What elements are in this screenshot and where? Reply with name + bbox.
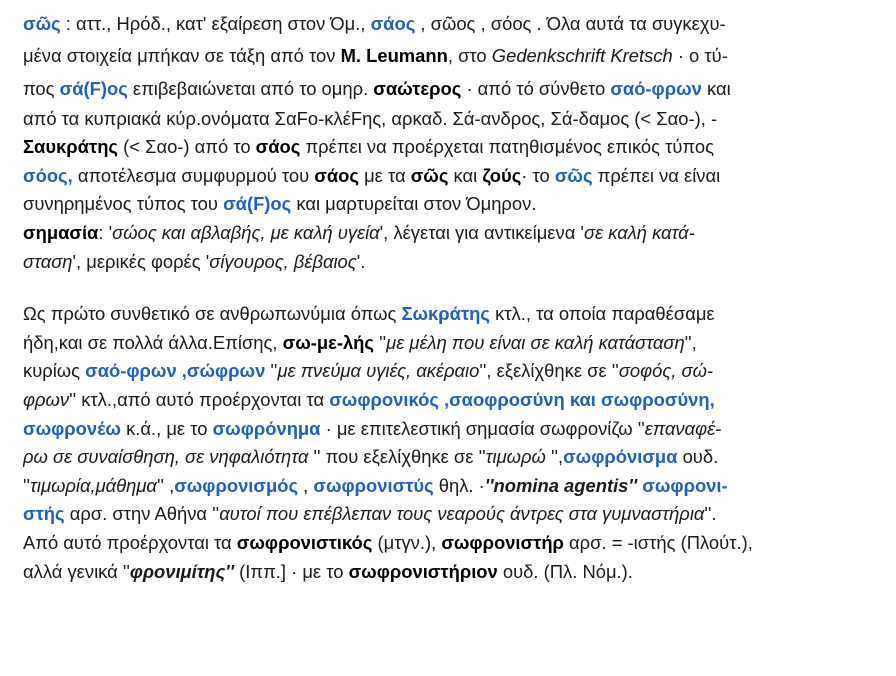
text-segment: '' bbox=[23, 474, 31, 496]
lemma-term: σωφρονισμός bbox=[174, 474, 299, 496]
text-segment: '' bbox=[373, 331, 387, 353]
text-segment: κυρίως bbox=[23, 360, 86, 382]
text-segment: , σῶος , σόος . Όλα αυτά τα συγκεχυ- bbox=[415, 13, 726, 34]
text-line bbox=[23, 415, 882, 444]
text-line bbox=[23, 357, 882, 386]
text-segment: σημασία bbox=[23, 221, 99, 243]
text-segment: '' που εξελίχθηκε σε '' bbox=[308, 446, 486, 468]
text-segment: ''nomina agentis'' bbox=[484, 474, 638, 496]
text-segment: με μέλη που είναι σε καλή κατάσταση bbox=[386, 331, 685, 353]
text-segment: (< Σαο-) από το bbox=[118, 136, 256, 158]
text-segment: ρω σε συναίσθηση, σε νηφαλιότητα bbox=[23, 446, 309, 468]
text-line bbox=[23, 300, 882, 329]
text-segment: πος bbox=[23, 77, 60, 99]
text-line bbox=[23, 39, 882, 72]
text-segment: · με επιτελεστική σημασία σωφρονίζω '' bbox=[320, 417, 645, 439]
text-segment: σαώτερος bbox=[373, 77, 462, 99]
text-line bbox=[23, 386, 882, 415]
lemma-term: σωφρονικός ,σαοφροσύνη και σωφροσύνη, bbox=[329, 388, 715, 410]
text-segment: τιμωρώ bbox=[485, 446, 546, 468]
text-segment: σωφρονιστήριον bbox=[348, 560, 498, 582]
text-segment: ''. bbox=[704, 503, 717, 525]
text-segment: '' bbox=[265, 360, 278, 382]
text-line bbox=[23, 472, 882, 501]
text-segment: : ' bbox=[98, 221, 113, 243]
text-segment: , bbox=[298, 474, 314, 496]
text-segment: και μαρτυρείται στον Όμηρον. bbox=[291, 193, 537, 215]
text-segment: '', εξελίχθηκε σε '' bbox=[479, 360, 619, 382]
text-segment: ', λέγεται για αντικείμενα ' bbox=[379, 221, 584, 243]
text-segment: '' κτλ.,από αυτό προέρχονται τα bbox=[69, 388, 330, 410]
paragraph-gap bbox=[23, 276, 882, 300]
lemma-term: σωφρονι- bbox=[642, 474, 728, 496]
text-line bbox=[23, 558, 882, 587]
text-segment: Gedenkschrift Kretsch bbox=[491, 44, 673, 66]
text-segment: ζούς bbox=[482, 164, 522, 186]
text-segment: '' , bbox=[156, 474, 175, 496]
text-line bbox=[23, 219, 882, 248]
text-segment: φρων bbox=[23, 388, 70, 410]
text-line bbox=[23, 133, 882, 162]
text-segment: από τα κυπριακά κύρ.ονόματα ΣαFο-κλέFης, αρκαδ. Σά-ανδρος, Σά-δαμος (< Σαο-), - bbox=[23, 107, 718, 129]
text-segment: σε καλή κατά- bbox=[583, 221, 695, 243]
text-line bbox=[23, 443, 882, 472]
text-segment: (μτγν.), bbox=[372, 531, 442, 553]
text-segment: αυτοί που επέβλεπαν τους νεαρούς άντρες στα γυμναστήρια bbox=[219, 503, 705, 525]
text-line bbox=[23, 72, 882, 105]
text-segment: : αττ., Ηρόδ., κατ' εξαίρεση στον Όμ., bbox=[60, 13, 371, 34]
text-segment: αποτέλεσμα συμφυρμού του bbox=[72, 164, 315, 186]
text-segment: , στο bbox=[447, 44, 492, 66]
text-line bbox=[23, 162, 882, 191]
text-segment: '. bbox=[356, 250, 366, 272]
text-line bbox=[23, 190, 882, 219]
text-segment: · το bbox=[521, 164, 555, 186]
text-line bbox=[23, 329, 882, 358]
text-line bbox=[23, 10, 882, 39]
text-line bbox=[23, 529, 882, 558]
text-segment: και bbox=[448, 164, 483, 186]
text-segment: '', bbox=[684, 331, 697, 353]
lemma-term: σωφρόνισμα bbox=[563, 446, 678, 468]
text-segment: σίγουρος, βέβαιος bbox=[209, 250, 357, 272]
text-segment: μένα στοιχεία μπήκαν σε τάξη από τον bbox=[23, 44, 341, 66]
text-segment: τιμωρία,μάθημα bbox=[30, 474, 157, 496]
text-segment: Ως πρώτο συνθετικό σε ανθρωπωνύμια όπως bbox=[23, 303, 402, 325]
text-segment: και bbox=[701, 77, 731, 99]
text-segment: με τα bbox=[358, 164, 411, 186]
text-segment: θηλ. · bbox=[433, 474, 485, 496]
text-segment: (Ιππ.] · με το bbox=[234, 560, 349, 582]
text-segment: αρσ. = -ιστής (Πλούτ.), bbox=[563, 531, 753, 553]
text-segment: πρέπει να προέρχεται πατηθισμένος επικός τύπος bbox=[300, 136, 714, 158]
text-segment: σωφρονιστικός bbox=[236, 531, 373, 553]
text-segment: σοφός, σώ- bbox=[618, 360, 714, 382]
text-segment: · ο τύ- bbox=[672, 44, 728, 66]
text-segment: αλλά γενικά '' bbox=[23, 560, 130, 582]
lemma-term: σόος, bbox=[23, 164, 73, 186]
lemma-term: στής bbox=[23, 503, 65, 525]
text-segment: κ.ά., με το bbox=[120, 417, 213, 439]
text-segment: με πνεύμα υγιές, ακέραιο bbox=[277, 360, 480, 382]
text-segment: συνηρημένος τύπος του bbox=[23, 193, 224, 215]
text-segment: · από τό σύνθετο bbox=[461, 77, 611, 99]
lemma-term: σά(F)ος bbox=[223, 193, 292, 215]
lemma-term: σαό-φρων ,σώφρων bbox=[85, 360, 266, 382]
text-segment: σάος bbox=[314, 164, 359, 186]
text-segment: επαναφέ- bbox=[644, 417, 722, 439]
lemma-term: σῶς bbox=[554, 164, 593, 186]
text-line bbox=[23, 500, 882, 529]
text-segment: κτλ., τα οποία παραθέσαμε bbox=[489, 303, 715, 325]
text-segment: Από αυτό προέρχονται τα bbox=[23, 531, 237, 553]
lemma-term: σά(F)ος bbox=[59, 77, 128, 99]
text-segment: σταση bbox=[23, 250, 73, 272]
text-segment: ήδη,και σε πολλά άλλα.Επίσης, bbox=[23, 331, 283, 353]
text-segment: επιβεβαιώνεται από το ομηρ. bbox=[127, 77, 374, 99]
lemma-term: σωφρονέω bbox=[23, 417, 121, 439]
text-segment: φρονιμίτης'' bbox=[129, 560, 235, 582]
text-segment: σῶς bbox=[410, 164, 449, 186]
text-segment: σάος bbox=[255, 136, 301, 158]
lemma-term: σωφρονιστύς bbox=[313, 474, 434, 496]
text-segment: Σαυκράτης bbox=[23, 136, 118, 158]
text-segment: ουδ. (Πλ. Νόμ.). bbox=[497, 560, 633, 582]
lemma-term: Σωκράτης bbox=[401, 303, 490, 325]
text-segment: ουδ. bbox=[677, 446, 719, 468]
text-line bbox=[23, 248, 882, 277]
text-line bbox=[23, 105, 882, 134]
lemma-term: σαό-φρων bbox=[610, 77, 702, 99]
text-segment: σωφρονιστήρ bbox=[441, 531, 564, 553]
paragraph-etymology bbox=[23, 10, 882, 276]
text-segment: πρέπει να είναι bbox=[592, 164, 721, 186]
text-segment: ', μερικές φορές ' bbox=[72, 250, 210, 272]
text-segment: M. Leumann bbox=[340, 44, 448, 66]
text-segment: αρσ. στην Αθήνα '' bbox=[64, 503, 220, 525]
lemma-term: σῶς bbox=[23, 13, 61, 34]
lemma-term: σάος bbox=[370, 13, 416, 34]
text-segment: σω-με-λής bbox=[282, 331, 374, 353]
paragraph-compounds bbox=[23, 300, 882, 586]
text-segment: σώος και αβλαβής, με καλή υγεία bbox=[112, 221, 380, 243]
text-segment: '', bbox=[545, 446, 564, 468]
lemma-term: σωφρόνημα bbox=[212, 417, 321, 439]
